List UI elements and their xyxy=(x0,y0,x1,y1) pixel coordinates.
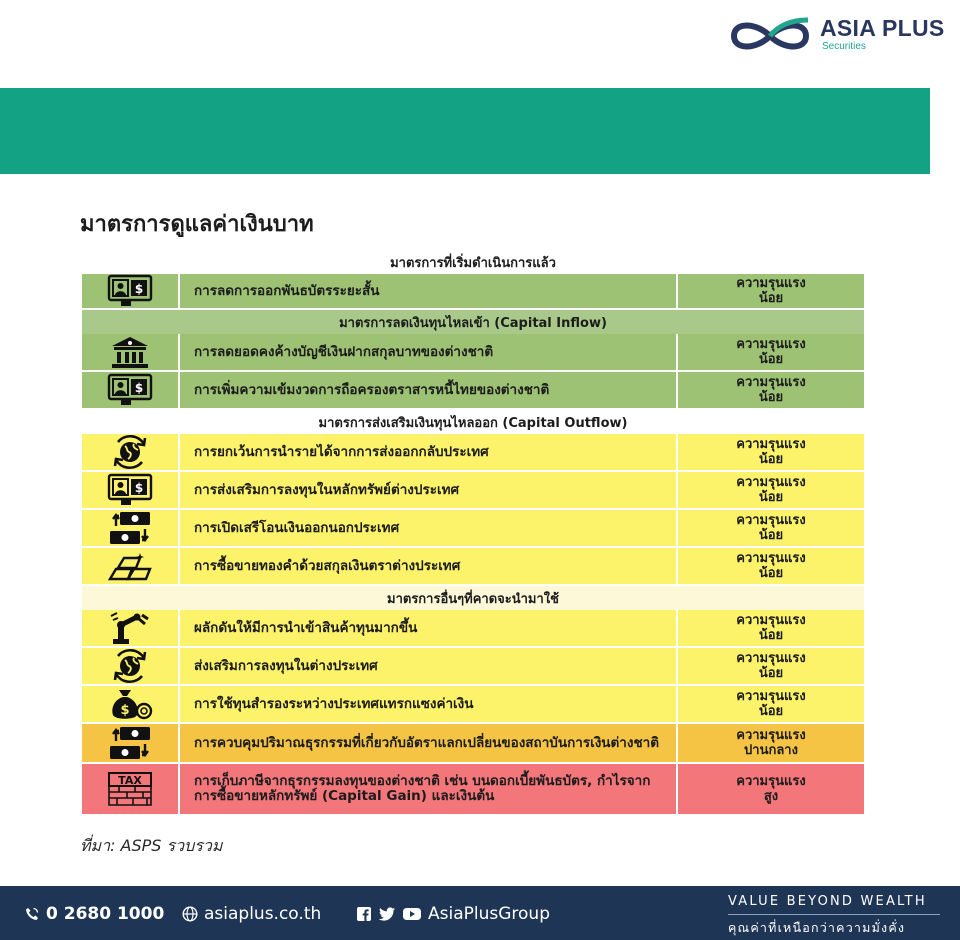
measure-row xyxy=(82,686,864,724)
measure-row xyxy=(82,434,864,472)
header-band xyxy=(0,88,930,174)
money-transfer-icon xyxy=(82,724,180,762)
globe-cycle-icon xyxy=(82,648,180,684)
measure-row xyxy=(82,510,864,548)
source-note: ที่มา: ASPS รวบรวม xyxy=(80,836,223,855)
phone-text: 0 2680 1000 xyxy=(46,904,165,924)
severity-cell xyxy=(678,274,864,308)
money-transfer-icon xyxy=(82,510,180,546)
asia-plus-logo xyxy=(726,12,946,56)
footer-website[interactable] xyxy=(182,904,321,924)
severity-cell xyxy=(678,686,864,722)
measure-row xyxy=(82,472,864,510)
measure-text: การซื้อขายทองคำด้วยสกุลเงินตราต่างประเทศ xyxy=(180,548,678,584)
infinity-logo-icon xyxy=(726,14,814,54)
measure-text: การเก็บภาษีจากธุรกรรมลงทุนของต่างชาติ เช่น บนดอกเบี้ยพันธบัตร, กำไรจากการซื้อขายหลักทรัพย์ (Capital Gain) และเงินต้น xyxy=(180,764,678,814)
severity-label: ความรุนแรง xyxy=(736,551,806,566)
gold-bars-icon xyxy=(82,548,180,584)
section-header: มาตรการลดเงินทุนไหลเข้า (Capital Inflow) xyxy=(82,310,864,334)
measure-text: ส่งเสริมการลงทุนในต่างประเทศ xyxy=(180,648,678,684)
severity-level: น้อย xyxy=(758,390,784,405)
bank-building-icon xyxy=(82,334,180,370)
facebook-icon[interactable] xyxy=(356,906,372,922)
severity-cell xyxy=(678,510,864,546)
svg-text:$: $ xyxy=(120,703,130,718)
severity-cell xyxy=(678,372,864,408)
footer-social[interactable] xyxy=(356,904,550,924)
measure-row xyxy=(82,334,864,372)
severity-level: น้อย xyxy=(758,628,784,643)
measure-text: การยกเว้นการนำรายได้จากการส่งออกกลับประเทศ xyxy=(180,434,678,470)
website-text: asiaplus.co.th xyxy=(204,904,322,924)
measure-text: การลดยอดคงค้างบัญชีเงินฝากสกุลบาทของต่างชาติ xyxy=(180,334,678,370)
measure-row xyxy=(82,274,864,310)
money-bag-icon xyxy=(82,686,180,722)
twitter-icon[interactable] xyxy=(378,906,396,922)
brand-sub: Securities xyxy=(822,40,866,52)
tagline-th: คุณค่าที่เหนือกว่าความมั่งคั่ง xyxy=(728,920,906,935)
severity-level: น้อย xyxy=(758,291,784,306)
tax-label: TAX xyxy=(118,774,142,787)
severity-level: น้อย xyxy=(758,666,784,681)
svg-text:$: $ xyxy=(134,381,144,395)
severity-cell xyxy=(678,334,864,370)
severity-level: น้อย xyxy=(758,490,784,505)
severity-level: น้อย xyxy=(758,704,784,719)
severity-cell xyxy=(678,724,864,762)
svg-text:$: $ xyxy=(134,481,144,495)
measure-text: ผลักดันให้มีการนำเข้าสินค้าทุนมากขึ้น xyxy=(180,610,678,646)
severity-level: น้อย xyxy=(758,352,784,367)
footer-phone[interactable] xyxy=(24,904,164,924)
tagline-divider xyxy=(728,914,940,915)
severity-label: ความรุนแรง xyxy=(736,375,806,390)
footer xyxy=(0,886,960,940)
social-handle: AsiaPlusGroup xyxy=(428,904,550,924)
tax-wall-icon xyxy=(82,764,180,814)
globe-icon xyxy=(182,906,198,922)
brand-name: ASIA PLUS xyxy=(820,14,945,41)
youtube-icon[interactable] xyxy=(402,906,422,922)
severity-label: ความรุนแรง xyxy=(736,437,806,452)
severity-level: ปานกลาง xyxy=(744,743,798,758)
section-header: มาตรการส่งเสริมเงินทุนไหลออก (Capital Outflow) xyxy=(82,410,864,434)
severity-cell xyxy=(678,548,864,584)
severity-cell xyxy=(678,648,864,684)
bond-certificate-icon xyxy=(82,372,180,408)
measure-row xyxy=(82,648,864,686)
severity-label: ความรุนแรง xyxy=(736,728,806,743)
severity-label: ความรุนแรง xyxy=(736,651,806,666)
measure-text: การใช้ทุนสำรองระหว่างประเทศแทรกแซงค่าเงิน xyxy=(180,686,678,722)
measure-text: การควบคุมปริมาณธุรกรรมที่เกี่ยวกับอัตราแลกเปลี่ยนของสถาบันการเงินต่างชาติ xyxy=(180,724,678,762)
globe-cycle-icon xyxy=(82,434,180,470)
severity-level: น้อย xyxy=(758,528,784,543)
severity-cell xyxy=(678,764,864,814)
svg-text:$: $ xyxy=(134,282,144,296)
measures-table xyxy=(82,250,864,816)
severity-level: น้อย xyxy=(758,566,784,581)
bond-certificate-icon xyxy=(82,274,180,308)
bond-certificate-icon xyxy=(82,472,180,508)
severity-label: ความรุนแรง xyxy=(736,513,806,528)
measure-text: การเพิ่มความเข้มงวดการถือครองตราสารหนี้ไทยของต่างชาติ xyxy=(180,372,678,408)
severity-label: ความรุนแรง xyxy=(736,774,806,789)
robot-arm-icon xyxy=(82,610,180,646)
severity-label: ความรุนแรง xyxy=(736,475,806,490)
page-title: มาตรการดูแลค่าเงินบาท xyxy=(80,212,314,237)
measure-text: การส่งเสริมการลงทุนในหลักทรัพย์ต่างประเทศ xyxy=(180,472,678,508)
measure-row xyxy=(82,372,864,410)
severity-label: ความรุนแรง xyxy=(736,337,806,352)
measure-row xyxy=(82,724,864,764)
measure-row xyxy=(82,764,864,816)
severity-label: ความรุนแรง xyxy=(736,689,806,704)
tagline-en: VALUE BEYOND WEALTH xyxy=(728,894,927,909)
phone-icon xyxy=(24,906,40,922)
severity-cell xyxy=(678,434,864,470)
severity-label: ความรุนแรง xyxy=(736,613,806,628)
measure-row xyxy=(82,548,864,586)
severity-cell xyxy=(678,610,864,646)
severity-level: สูง xyxy=(763,789,779,804)
measure-row xyxy=(82,610,864,648)
severity-label: ความรุนแรง xyxy=(736,276,806,291)
section-header: มาตรการที่เริ่มดำเนินการแล้ว xyxy=(82,250,864,274)
section-header: มาตรการอื่นๆที่คาดจะนำมาใช้ xyxy=(82,586,864,610)
measure-text: การเปิดเสรีโอนเงินออกนอกประเทศ xyxy=(180,510,678,546)
severity-level: น้อย xyxy=(758,452,784,467)
measure-text: การลดการออกพันธบัตรระยะสั้น xyxy=(180,274,678,308)
severity-cell xyxy=(678,472,864,508)
